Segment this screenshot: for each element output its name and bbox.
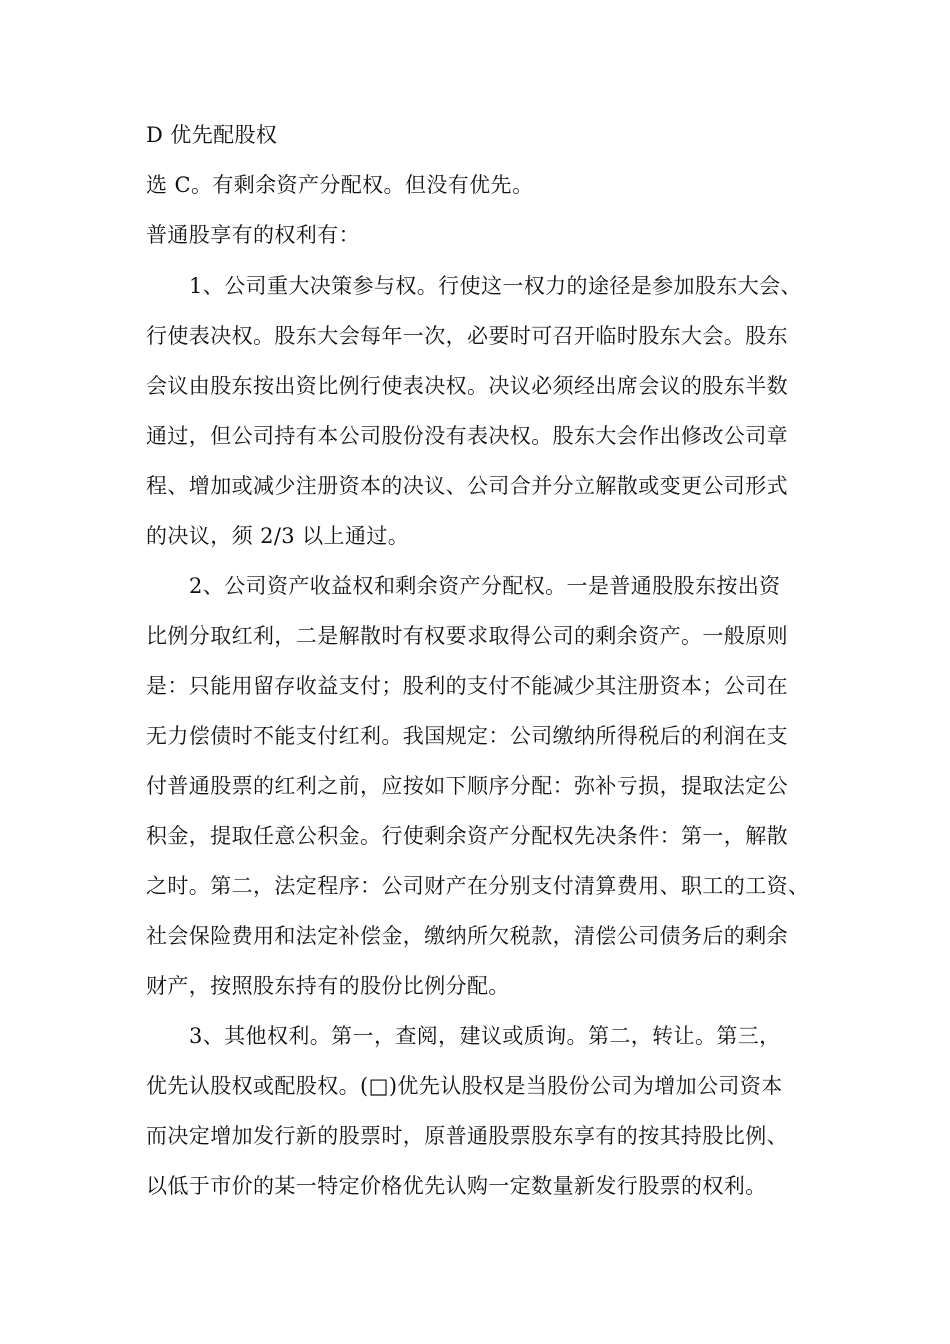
paragraph-2-line: 财产，按照股东持有的股份比例分配。 xyxy=(146,974,510,998)
text-line: 选 C。有剩余资产分配权。但没有优先。 xyxy=(146,173,534,197)
paragraph-3-line: 优先认股权或配股权。(□)优先认股权是当股份公司为增加公司资本 xyxy=(146,1074,783,1098)
paragraph-2-line: 社会保险费用和法定补偿金，缴纳所欠税款，清偿公司债务后的剩余 xyxy=(146,924,788,948)
paragraph-2-line: 是：只能用留存收益支付；股利的支付不能减少其注册资本；公司在 xyxy=(146,674,788,698)
paragraph-2-line: 比例分取红利，二是解散时有权要求取得公司的剩余资产。一般原则 xyxy=(146,624,788,648)
paragraph-1-line: 的决议，须 2/3 以上通过。 xyxy=(146,524,410,548)
paragraph-1-line: 1、公司重大决策参与权。行使这一权力的途径是参加股东大会、 xyxy=(189,274,802,298)
paragraph-3-line: 以低于市价的某一特定价格优先认购一定数量新发行股票的权利。 xyxy=(146,1174,767,1198)
text-line: 普通股享有的权利有： xyxy=(146,223,360,247)
paragraph-3-line: 而决定增加发行新的股票时，原普通股票股东享有的按其持股比例、 xyxy=(146,1124,788,1148)
paragraph-1-line: 通过，但公司持有本公司股份没有表决权。股东大会作出修改公司章 xyxy=(146,424,788,448)
text-line: D 优先配股权 xyxy=(146,123,278,147)
paragraph-1-line: 会议由股东按出资比例行使表决权。决议必须经出席会议的股东半数 xyxy=(146,374,788,398)
paragraph-1-line: 程、增加或减少注册资本的决议、公司合并分立解散或变更公司形式 xyxy=(146,474,788,498)
paragraph-2-line: 付普通股票的红利之前，应按如下顺序分配：弥补亏损，提取法定公 xyxy=(146,774,788,798)
paragraph-2-line: 之时。第二，法定程序：公司财产在分别支付清算费用、职工的工资、 xyxy=(146,874,810,898)
paragraph-3-line: 3、其他权利。第一，查阅，建议或质询。第二，转让。第三， xyxy=(189,1024,781,1048)
paragraph-2-line: 无力偿债时不能支付红利。我国规定：公司缴纳所得税后的利润在支 xyxy=(146,724,788,748)
paragraph-1-line: 行使表决权。股东大会每年一次，必要时可召开临时股东大会。股东 xyxy=(146,324,788,348)
paragraph-2-line: 积金，提取任意公积金。行使剩余资产分配权先决条件：第一，解散 xyxy=(146,824,788,848)
paragraph-2-line: 2、公司资产收益权和剩余资产分配权。一是普通股股东按出资 xyxy=(189,574,781,598)
